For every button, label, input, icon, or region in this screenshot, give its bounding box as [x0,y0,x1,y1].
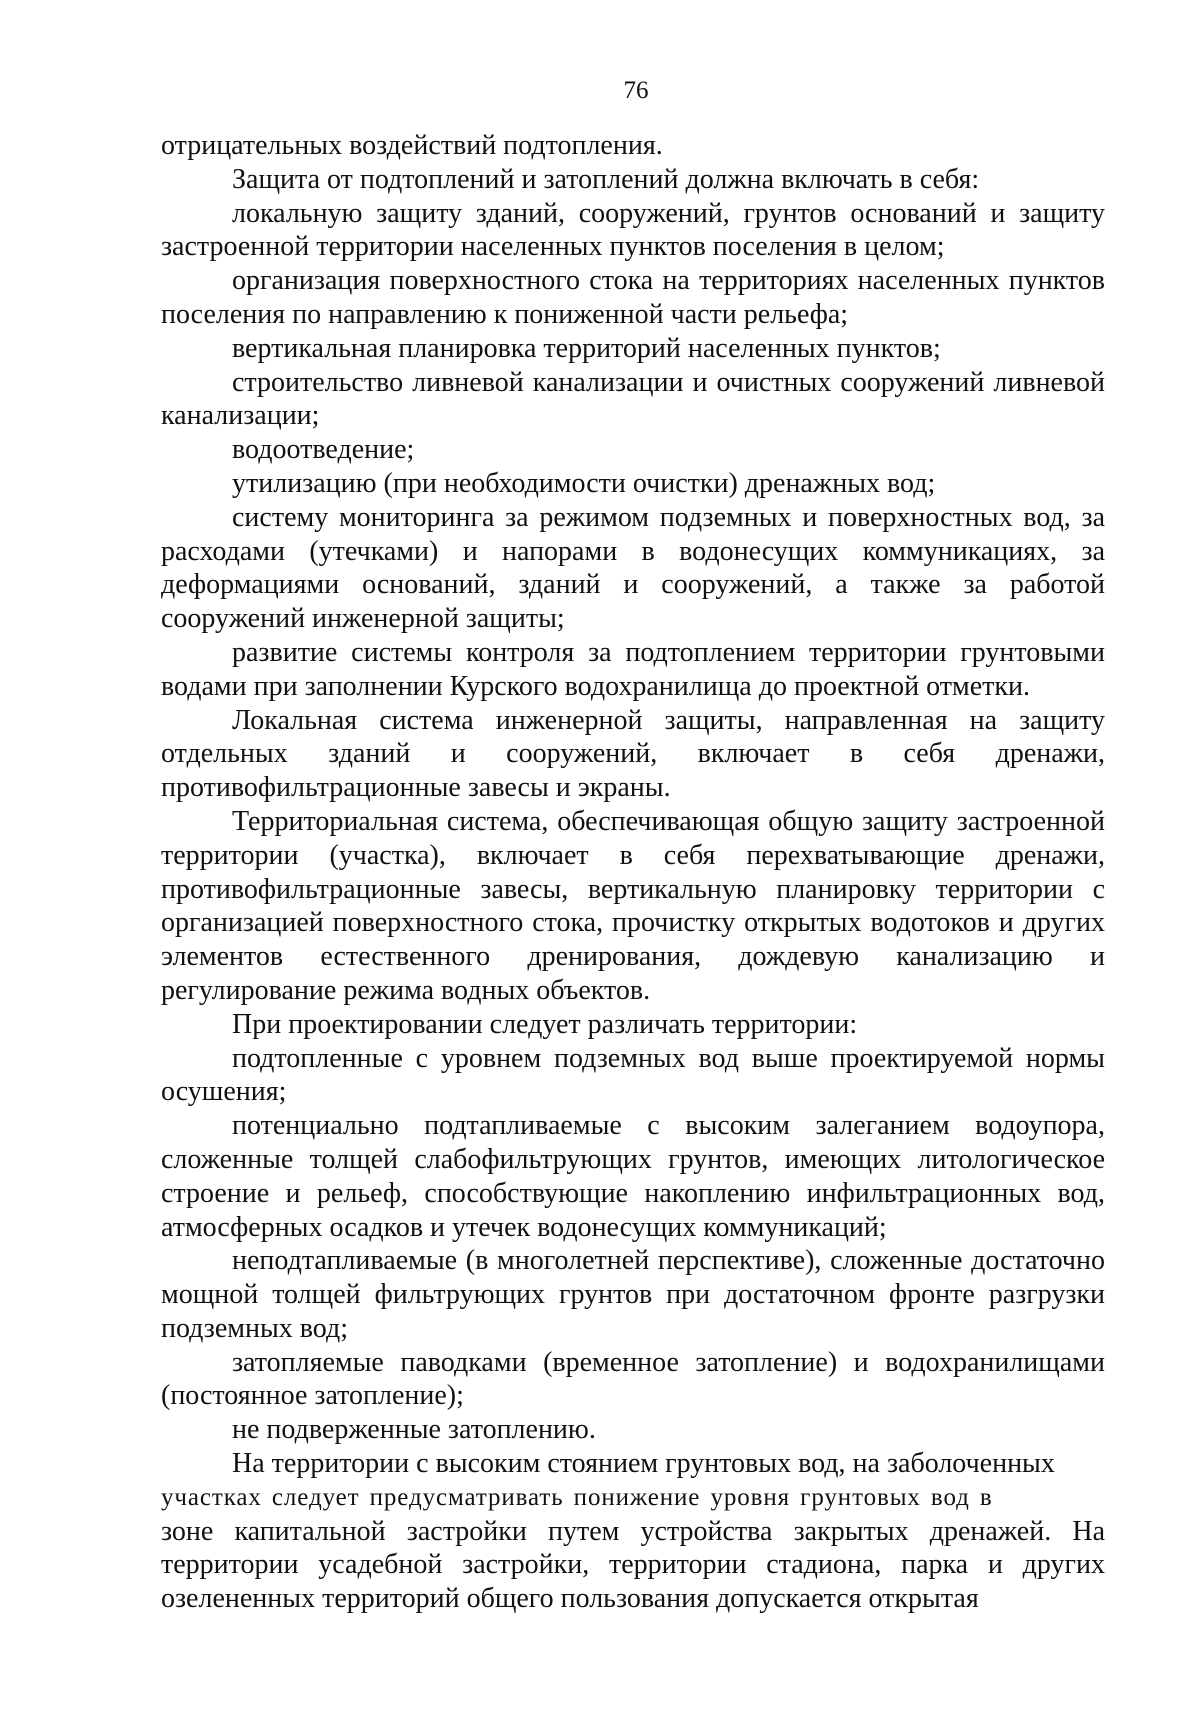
paragraph: утилизацию (при необходимости очистки) дренажных вод; [232,467,936,499]
paragraph: Защита от подтоплений и затоплений должна включать в себя: [232,163,980,195]
document-body [161,129,1105,1616]
paragraph: неподтапливаемые (в многолетней перспективе), сложенные достаточно мощной толщей фильтрующих грунтов при достаточном фронте разгрузки подземных вод; [161,1245,1105,1344]
paragraph-continuation: зоне капитальной застройки путем устройства закрытых дренажей. На территории усадебной застройки, территории стадиона, парка и других озелененных территорий общего пользования допускается открытая [161,1515,1105,1615]
paragraph: вертикальная планировка территорий населенных пунктов; [232,332,941,364]
page-number: 76 [623,77,649,104]
paragraph: строительство ливневой канализации и очистных сооружений ливневой канализации; [161,366,1105,432]
paragraph: При проектировании следует различать территории: [232,1008,858,1040]
paragraph: систему мониторинга за режимом подземных и поверхностных вод, за расходами (утечками) и напорами в водонесущих коммуникациях, за деформациями оснований, зданий и сооружений, а также за работой сооружений инженерной защиты; [161,501,1105,635]
paragraph: отрицательных воздействий подтопления. [161,130,663,161]
final-paragraph [161,1447,1105,1616]
paragraph: потенциально подтапливаемые с высоким залеганием водоупора, сложенные толщей слабофильтрующих грунтов, имеющих литологическое строение и рельеф, способствующие накоплению инфильтрационных вод, атмосферных осадков и утечек водонесущих коммуникаций; [161,1110,1105,1243]
paragraph: Территориальная система, обеспечивающая общую защиту застроенной территории (участка), включает в себя перехватывающие дренажи, противофильтрационные завесы, вертикальную планировку территории с организацией поверхностного стока, прочистку открытых водотоков и других элементов естественного дренирования, дождевую канализацию и регулирование режима водных объектов. [161,805,1105,1006]
paragraph: организация поверхностного стока на территориях населенных пунктов поселения по направлению к пониженной части рельефа; [161,265,1105,330]
paragraph: затопляемые паводками (временное затопление) и водохранилищами (постоянное затопление); [161,1346,1105,1412]
paragraph-line-condensed: участках следует предусматривать понижение уровня грунтовых вод в [161,1483,993,1511]
paragraph: Локальная система инженерной защиты, направленная на защиту отдельных зданий и сооружений, включает в себя дренажи, противофильтрационные завесы и экраны. [161,704,1105,804]
paragraph: не подверженные затоплению. [232,1414,596,1446]
paragraph: развитие системы контроля за подтоплением территории грунтовыми водами при заполнении Курского водохранилища до проектной отметки. [161,636,1105,702]
paragraph: локальную защиту зданий, сооружений, грунтов оснований и защиту застроенной территории населенных пунктов поселения в целом; [161,197,1105,263]
paragraph: подтопленные с уровнем подземных вод выше проектируемой нормы осушения; [161,1042,1105,1108]
paragraph: водоотведение; [232,434,415,466]
paragraph-line: На территории с высоким стоянием грунтовых вод, на заболоченных [232,1448,1055,1480]
